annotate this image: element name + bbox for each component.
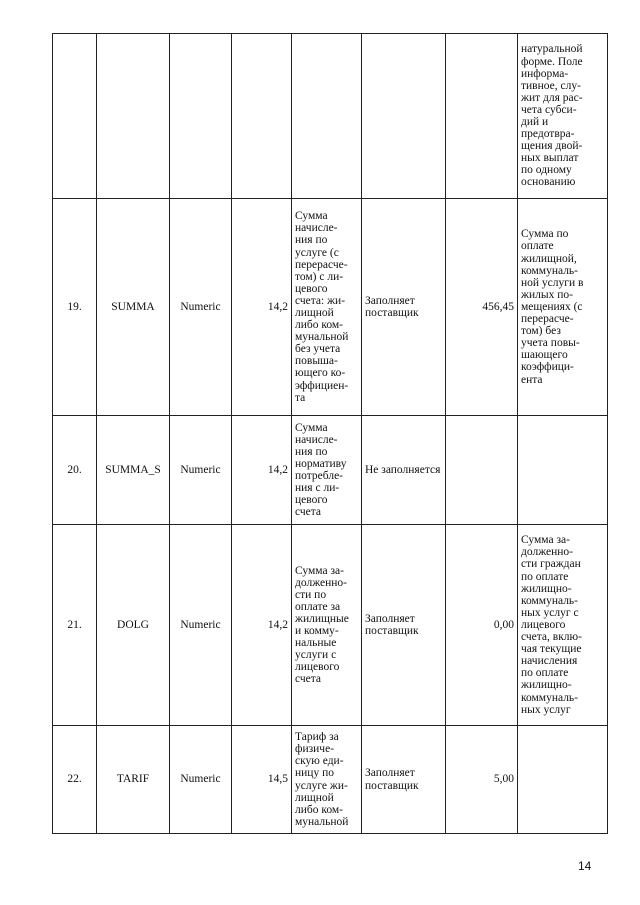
cell-row-number: 19.: [53, 199, 97, 416]
text-line: информа-: [521, 67, 569, 80]
text-line: либо ком-: [295, 803, 344, 816]
cell-field-type: Numeric: [170, 525, 232, 726]
text-line: учета повы-: [521, 337, 580, 350]
table-body: [53, 34, 608, 834]
text-line: начисления: [521, 655, 578, 668]
cell-field-name: SUMMA: [97, 199, 170, 416]
text-line: ющего ко-: [295, 367, 346, 380]
cell-note: [518, 34, 608, 199]
text-line: счета: [295, 506, 322, 519]
text-line: том) с ли-: [295, 270, 344, 283]
empty-cell: [170, 34, 232, 199]
text-line: жилищно-: [521, 679, 572, 692]
cell-field-name: TARIF: [97, 726, 170, 834]
text-line: коэффици-: [521, 361, 574, 374]
cell-field-type: Numeric: [170, 726, 232, 834]
text-line: физиче-: [295, 743, 335, 756]
table-row-continued: [53, 34, 608, 199]
cell-field-type: Numeric: [170, 199, 232, 416]
cell-field-content: [292, 416, 362, 525]
text-line: том) без: [521, 325, 561, 338]
data-fields-table: [52, 33, 608, 834]
table-row: [53, 416, 608, 525]
text-line: эффициен-: [295, 379, 349, 392]
cell-sample-value: 456,45: [446, 199, 518, 416]
text-line: основанию: [521, 176, 576, 189]
text-line: либо ком-: [295, 319, 344, 332]
text-line: Сумма за-: [521, 534, 570, 547]
text-line: потребле-: [295, 470, 344, 482]
text-line: натуральной: [521, 43, 583, 56]
text-line: коммуналь-: [521, 264, 579, 277]
table-row: [53, 726, 608, 834]
text-line: нальные: [295, 637, 337, 650]
text-line: жилых по-: [521, 288, 573, 301]
text-line: форме. Поле: [521, 55, 583, 68]
text-line: мунальной: [295, 331, 349, 344]
text-line: ницу по: [295, 767, 334, 780]
text-line: долженно-: [521, 546, 573, 559]
cell-field-length: 14,2: [232, 199, 292, 416]
text-line: лищной: [295, 307, 334, 319]
cell-field-length: 14,2: [232, 525, 292, 726]
cell-row-number: 22.: [53, 726, 97, 834]
text-line: по оплате: [521, 667, 569, 680]
empty-cell: [53, 34, 97, 199]
text-line: услуге жи-: [295, 779, 348, 792]
cell-sample-value: 5,00: [446, 726, 518, 834]
cell-note: [518, 199, 608, 416]
cell-field-content: [292, 726, 362, 834]
text-line: скую еди-: [295, 755, 344, 768]
cell-field-length: 14,5: [232, 726, 292, 834]
text-line: предотвра-: [521, 128, 575, 141]
text-line: услуги с: [295, 649, 337, 662]
cell-field-content: [292, 199, 362, 416]
text-line: коммуналь-: [521, 594, 579, 607]
text-line: щения двой-: [521, 140, 583, 153]
text-line: цевого: [295, 494, 328, 507]
text-line: ния по: [295, 234, 328, 247]
text-line: оплате за: [295, 600, 341, 613]
text-line: ния с ли-: [295, 482, 340, 495]
cell-fill-rule: Заполняет поставщик: [362, 525, 446, 726]
text-line: ных услуг с: [521, 606, 579, 619]
text-line: Тариф за: [295, 731, 339, 744]
cell-note: [518, 525, 608, 726]
text-line: счета: жи-: [295, 294, 346, 307]
text-line: услуге (с: [295, 246, 339, 259]
cell-fill-rule: Не заполняется: [362, 416, 446, 525]
page-number: 14: [578, 859, 592, 873]
text-line: сти граждан: [521, 558, 581, 571]
cell-sample-value: 0,00: [446, 525, 518, 726]
empty-cell: [97, 34, 170, 199]
cell-fill-rule: Заполняет поставщик: [362, 199, 446, 416]
text-line: цевого: [295, 282, 328, 295]
text-line: без учета: [295, 343, 341, 356]
text-line: мещениях (с: [521, 300, 583, 313]
cell-field-name: SUMMA_S: [97, 416, 170, 525]
table-row: [53, 199, 608, 416]
text-line: счета: [295, 673, 322, 686]
text-line: шающего: [521, 349, 568, 362]
text-line: лицевого: [295, 661, 340, 674]
text-line: сти по: [295, 588, 327, 601]
text-line: счета, вклю-: [521, 631, 582, 644]
text-line: перерасче-: [521, 313, 574, 326]
text-line: долженно-: [295, 576, 347, 589]
text-line: Сумма: [295, 421, 328, 434]
text-line: ных услуг: [521, 703, 571, 716]
cell-field-name: DOLG: [97, 525, 170, 726]
cell-sample-value: [446, 416, 518, 525]
empty-cell: [446, 34, 518, 199]
text-line: лицевого: [521, 618, 566, 631]
empty-cell: [232, 34, 292, 199]
text-line: повыша-: [295, 355, 338, 368]
text-line: и комму-: [295, 625, 339, 637]
text-line: тивное, слу-: [521, 79, 581, 92]
cell-row-number: 20.: [53, 416, 97, 525]
text-line: жилищной,: [521, 252, 577, 265]
cell-field-length: 14,2: [232, 416, 292, 525]
text-line: ента: [521, 373, 543, 386]
cell-row-number: 21.: [53, 525, 97, 726]
text-line: по одному: [521, 164, 572, 177]
text-line: дий и: [521, 116, 549, 128]
text-line: Сумма по: [521, 228, 569, 241]
cell-fill-rule: Заполняет поставщик: [362, 726, 446, 834]
text-line: нормативу: [295, 457, 347, 470]
text-line: жилищно-: [521, 582, 572, 595]
text-line: чая текущие: [521, 643, 582, 656]
text-line: начисле-: [295, 433, 338, 446]
text-line: чета субси-: [521, 103, 577, 116]
text-line: мунальной: [295, 815, 349, 828]
text-line: перерасче-: [295, 258, 348, 271]
empty-cell: [292, 34, 362, 199]
cell-note: [518, 416, 608, 525]
text-line: Сумма за-: [295, 564, 344, 577]
text-line: ных выплат: [521, 152, 579, 165]
text-line: та: [295, 391, 306, 404]
empty-cell: [362, 34, 446, 199]
text-line: по оплате: [521, 570, 569, 583]
cell-field-type: Numeric: [170, 416, 232, 525]
cell-field-content: [292, 525, 362, 726]
text-line: начисле-: [295, 222, 338, 235]
text-line: коммуналь-: [521, 691, 579, 704]
text-line: Сумма: [295, 210, 328, 223]
text-line: жит для рас-: [521, 91, 583, 104]
text-line: оплате: [521, 240, 554, 253]
text-line: лищной: [295, 791, 334, 804]
text-line: ной услуги в: [521, 276, 584, 289]
text-line: ния по: [295, 445, 328, 458]
cell-note: [518, 726, 608, 834]
table-row: [53, 525, 608, 726]
text-line: жилищные: [295, 612, 349, 625]
